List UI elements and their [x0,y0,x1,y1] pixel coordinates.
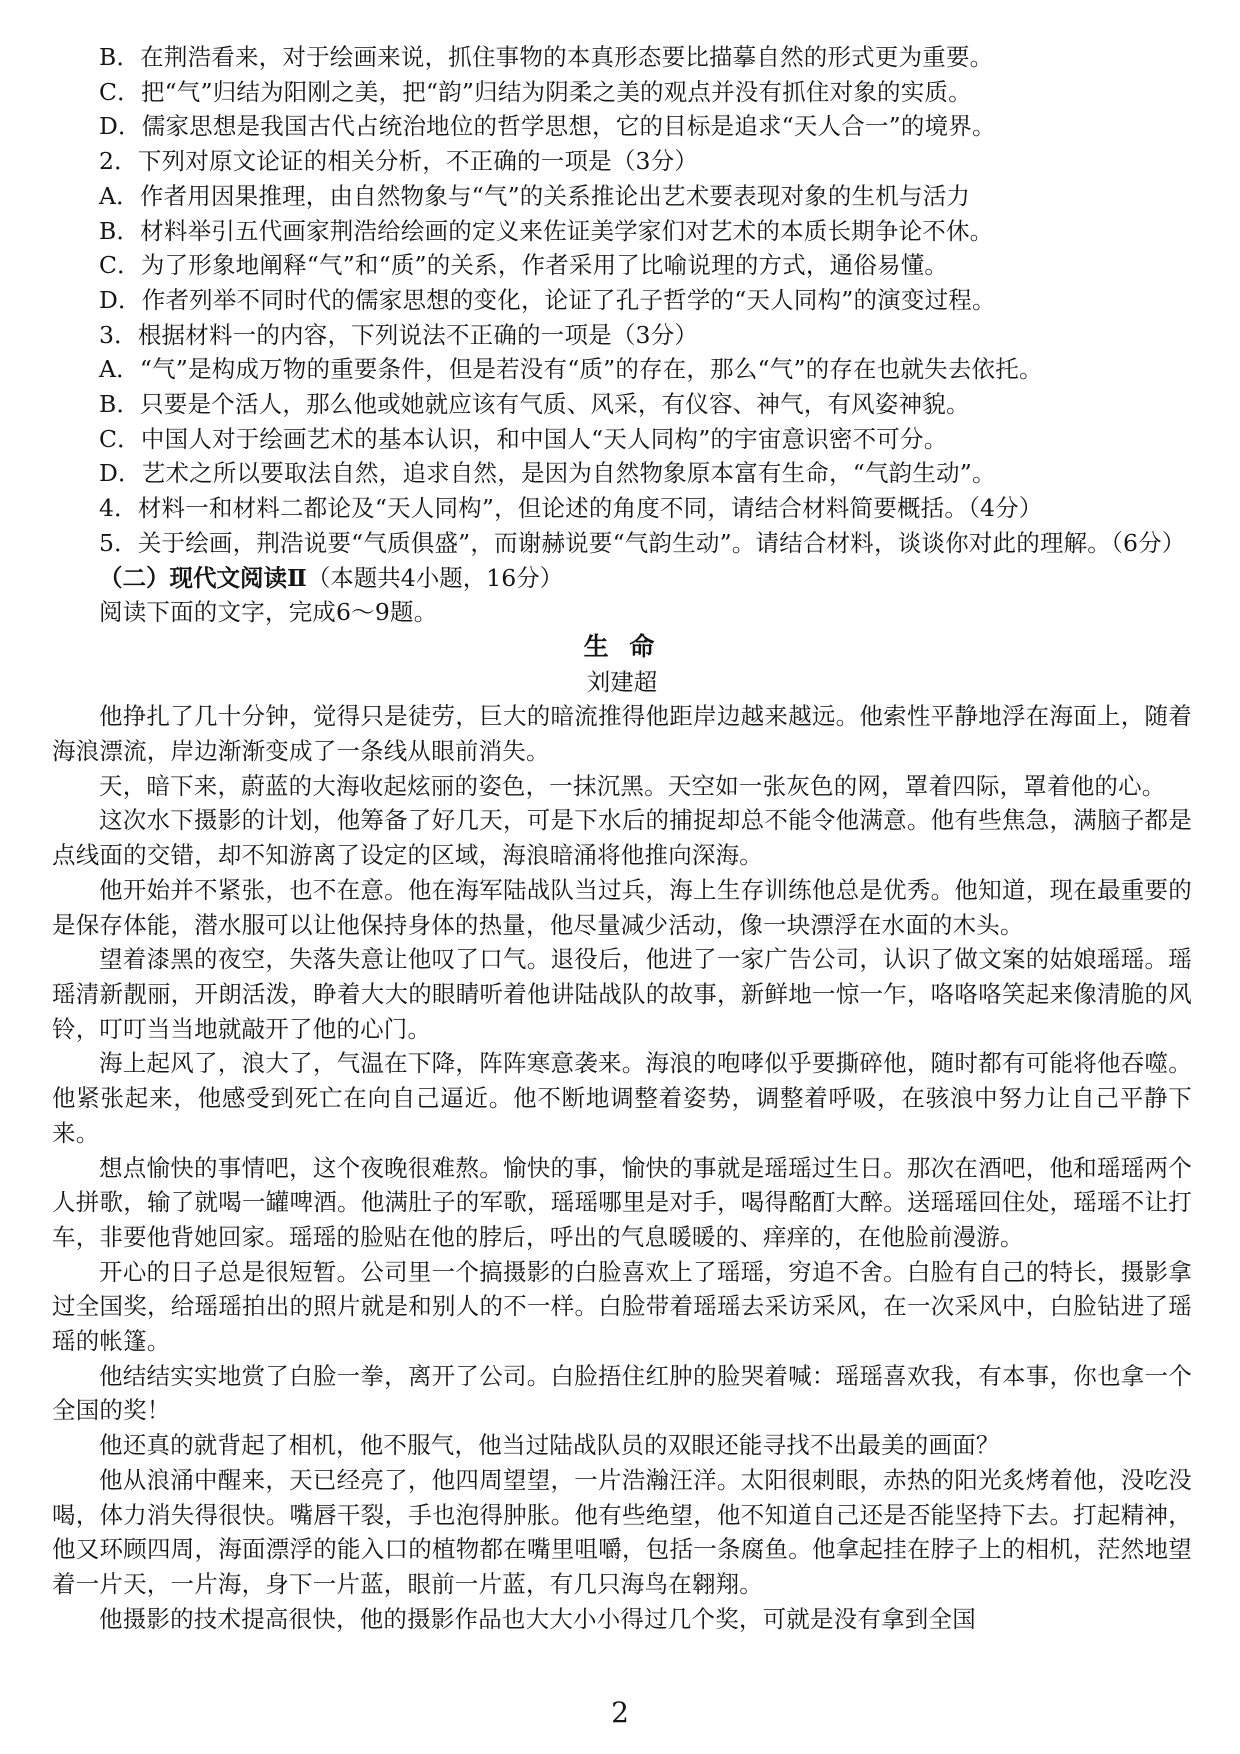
option-2b: B．材料举引五代画家荆浩给绘画的定义来佐证美学家们对艺术的本质长期争论不休。 [99,216,994,245]
story-paragraph: 他开始并不紧张，也不在意。他在海军陆战队当过兵，海上生存训练他总是优秀。他知道，现在最重要的是保存体能，潜水服可以让他保持身体的热量，他尽量减少活动，像一块漂浮在水面的木头。 [52,875,1192,939]
section-title: （二）现代文阅读Ⅱ [99,563,307,592]
option-1c: C．把“气”归结为阳刚之美，把“韵”归结为阴柔之美的观点并没有抓住对象的实质。 [99,77,972,106]
question-2: 2．下列对原文论证的相关分析，不正确的一项是（3分） [99,147,699,176]
question-4: 4．材料一和材料二都论及“天人同构”，但论述的角度不同，请结合材料简要概括。（4分） [99,494,1043,523]
option-3b: B．只要是个活人，那么他或她就应该有气质、风采，有仪容、神气，有风姿神貌。 [99,390,970,419]
option-1d: D．儒家思想是我国古代占统治地位的哲学思想，它的目标是追求“天人合一”的境界。 [99,112,996,141]
questions-block [52,40,1192,561]
story-paragraph: 海上起风了，浪大了，气温在下降，阵阵寒意袭来。海浪的咆哮似乎要撕碎他，随时都有可能将他吞噬。他紧张起来，他感受到死亡在向自己逼近。他不断地调整着姿势，调整着呼吸，在骇浪中努力让自己平静下来。 [52,1049,1192,1147]
option-1b: B．在荆浩看来，对于绘画来说，抓住事物的本真形态要比描摹自然的形式更为重要。 [99,43,994,71]
option-2d: D．作者列举不同时代的儒家思想的变化，论证了孔子哲学的“天人同构”的演变过程。 [99,285,996,314]
story-paragraph: 他结结实实地赏了白脸一拳，离开了公司。白脸捂住红肿的脸哭着喊：瑶瑶喜欢我，有本事，你也拿一个全国的奖！ [52,1361,1192,1425]
story-paragraph: 他摄影的技术提高很快，他的摄影作品也大大小小得过几个奖，可就是没有拿到全国 [99,1604,976,1633]
story-body [52,699,1192,1636]
exam-page [52,40,1192,1690]
story-paragraph: 开心的日子总是很短暂。公司里一个搞摄影的白脸喜欢上了瑶瑶，穷追不舍。白脸有自己的特长，摄影拿过全国奖，给瑶瑶拍出的照片就是和别人的不一样。白脸带着瑶瑶去采访采风，在一次采风中，白脸钻进了瑶瑶的帐篷。 [52,1257,1192,1356]
story-paragraph: 他从浪涌中醒来，天已经亮了，他四周望望，一片浩瀚汪洋。太阳很刺眼，赤热的阳光炙烤着他，没吃没喝，体力消失得很快。嘴唇干裂，手也泡得肿胀。他有些绝望，他不知道自己还是否能坚持下去。打起精神，他又环顾四周，海面漂浮的能入口的植物都在嘴里咀嚼，包括一条腐鱼。他拿起挂在脖子上的相机，茫然地望着一片天，一片海，身下一片蓝，眼前一片蓝，有几只海鸟在翱翔。 [52,1465,1192,1598]
option-2c: C．为了形象地阐释“气”和“质”的关系，作者采用了比喻说理的方式，通俗易懂。 [99,251,949,280]
story-paragraph: 想点愉快的事情吧，这个夜晚很难熬。愉快的事，愉快的事就是瑶瑶过生日。那次在酒吧，他和瑶瑶两个人拼歌，输了就喝一罐啤酒。他满肚子的军歌，瑶瑶哪里是对手，喝得酩酊大醉。送瑶瑶回住处，瑶瑶不让打车，非要他背她回家。瑶瑶的脸贴在他的脖后，呼出的气息暖暖的、痒痒的，在他脸前漫游。 [52,1153,1192,1251]
page-number: 2 [611,1696,629,1729]
story-author: 刘建超 [586,667,658,696]
story-paragraph: 他挣扎了几十分钟，觉得只是徒劳，巨大的暗流推得他距岸边越来越远。他索性平静地浮在海面上，随着海浪漂流，岸边渐渐变成了一条线从眼前消失。 [52,702,1192,766]
section-note: （本题共4小题，16分） [306,563,564,592]
story-paragraph: 望着漆黑的夜空，失落失意让他叹了口气。退役后，他进了一家广告公司，认识了做文案的姑娘瑶瑶。瑶瑶清新靓丽，开朗活泼，睁着大大的眼睛听着他讲陆战队的故事，新鲜地一惊一乍，咯咯咯笑起来像清脆的风铃，叮叮当当地就敲开了他的心门。 [52,945,1192,1043]
story-paragraph: 天，暗下来，蔚蓝的大海收起炫丽的姿色，一抹沉黑。天空如一张灰色的网，罩着四际，罩着他的心。 [99,771,1166,800]
option-2a: A．作者用因果推理，由自然物象与“气”的关系推论出艺术要表现对象的生机与活力 [99,181,971,210]
option-3d: D．艺术之所以要取法自然，追求自然，是因为自然物象原本富有生命，“气韵生动”。 [99,459,996,488]
section-heading [52,561,1192,596]
option-3c: C．中国人对于绘画艺术的基本认识，和中国人“天人同构”的宇宙意识密不可分。 [99,424,948,453]
section-instruction: 阅读下面的文字，完成6～9题。 [99,598,438,627]
story-paragraph: 他还真的就背起了相机，他不服气，他当过陆战队员的双眼还能寻找不出最美的画面？ [99,1431,1000,1460]
story-paragraph: 这次水下摄影的计划，他筹备了好几天，可是下水后的捕捉却总不能令他满意。他有些焦急，满脑子都是点线面的交错，却不知游离了设定的区域，海浪暗涌将他推向深海。 [52,806,1192,870]
story-title: 生 命 [583,631,661,661]
question-3: 3．根据材料一的内容，下列说法不正确的一项是（3分） [99,320,699,349]
option-3a: A．“气”是构成万物的重要条件，但是若没有“质”的存在，那么“气”的存在也就失去依托。 [99,355,1043,384]
question-5: 5．关于绘画，荆浩说要“气质俱盛”，而谢赫说要“气韵生动”。请结合材料，谈谈你对此的理解。（6分） [99,528,1186,557]
